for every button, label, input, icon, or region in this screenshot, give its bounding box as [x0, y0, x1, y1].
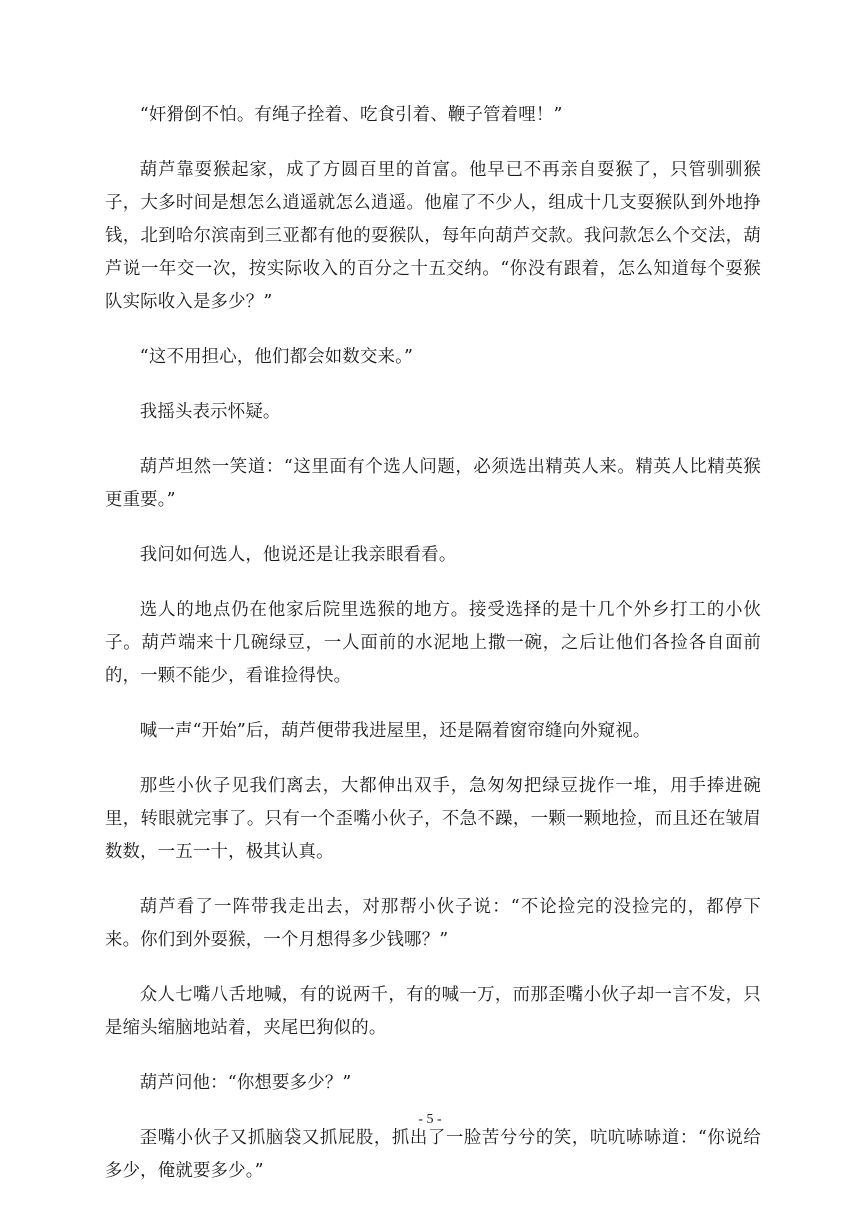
paragraph: 葫芦看了一阵带我走出去，对那帮小伙子说：“不论捡完的没捡完的，都停下来。你们到外耍猴，一个月想得多少钱哪？” [105, 897, 761, 950]
paragraph: 葫芦坦然一笑道：“这里面有个选人问题，必须选出精英人来。精英人比精英猴更重要。” [105, 457, 761, 510]
paragraph: 葫芦问他：“你想要多少？” [139, 1073, 352, 1093]
paragraph: “奸猾倒不怕。有绳子拴着、吃食引着、鞭子管着哩！” [139, 105, 563, 125]
paragraph: 选人的地点仍在他家后院里选猴的地方。接受选择的是十几个外乡打工的小伙子。葫芦端来十几碗绿豆，一人面前的水泥地上撒一碗，之后让他们各捡各自面前的，一颗不能少，看谁捡得快。 [105, 600, 761, 686]
paragraph: 歪嘴小伙子又抓脑袋又抓屁股，抓出了一脸苦兮兮的笑，吭吭哧哧道：“你说给多少，俺就要多少。” [105, 1128, 761, 1181]
paragraph: “这不用担心，他们都会如数交来。” [139, 347, 414, 367]
paragraph: 葫芦靠耍猴起家，成了方圆百里的首富。他早已不再亲自耍猴了，只管驯驯猴子，大多时间是想怎么逍遥就怎么逍遥。他雇了不少人，组成十几支耍猴队到外地挣钱，北到哈尔滨南到三亚都有他的耍猴队，每年向葫芦交款。我问款怎么个交法，葫芦说一年交一次，按实际收入的百分之十五交纳。“你没有跟着，怎么知道每个耍猴队实际收入是多少？” [105, 160, 761, 312]
paragraph: 那些小伙子见我们离去，大都伸出双手，急匆匆把绿豆拢作一堆，用手捧进碗里，转眼就完事了。只有一个歪嘴小伙子，不急不躁，一颗一颗地捡，而且还在皱眉数数，一五一十，极其认真。 [105, 776, 761, 862]
paragraph: 我摇头表示怀疑。 [139, 402, 281, 422]
paragraph: 我问如何选人，他说还是让我亲眼看看。 [139, 545, 457, 565]
paragraph: 众人七嘴八舌地喊，有的说两千，有的喊一万，而那歪嘴小伙子却一言不发，只是缩头缩脑地站着，夹尾巴狗似的。 [105, 985, 761, 1038]
page-number: - 5 - [418, 1112, 442, 1127]
body-text [105, 99, 761, 1210]
paragraph: 喊一声“开始”后，葫芦便带我进屋里，还是隔着窗帘缝向外窥视。 [139, 721, 651, 741]
